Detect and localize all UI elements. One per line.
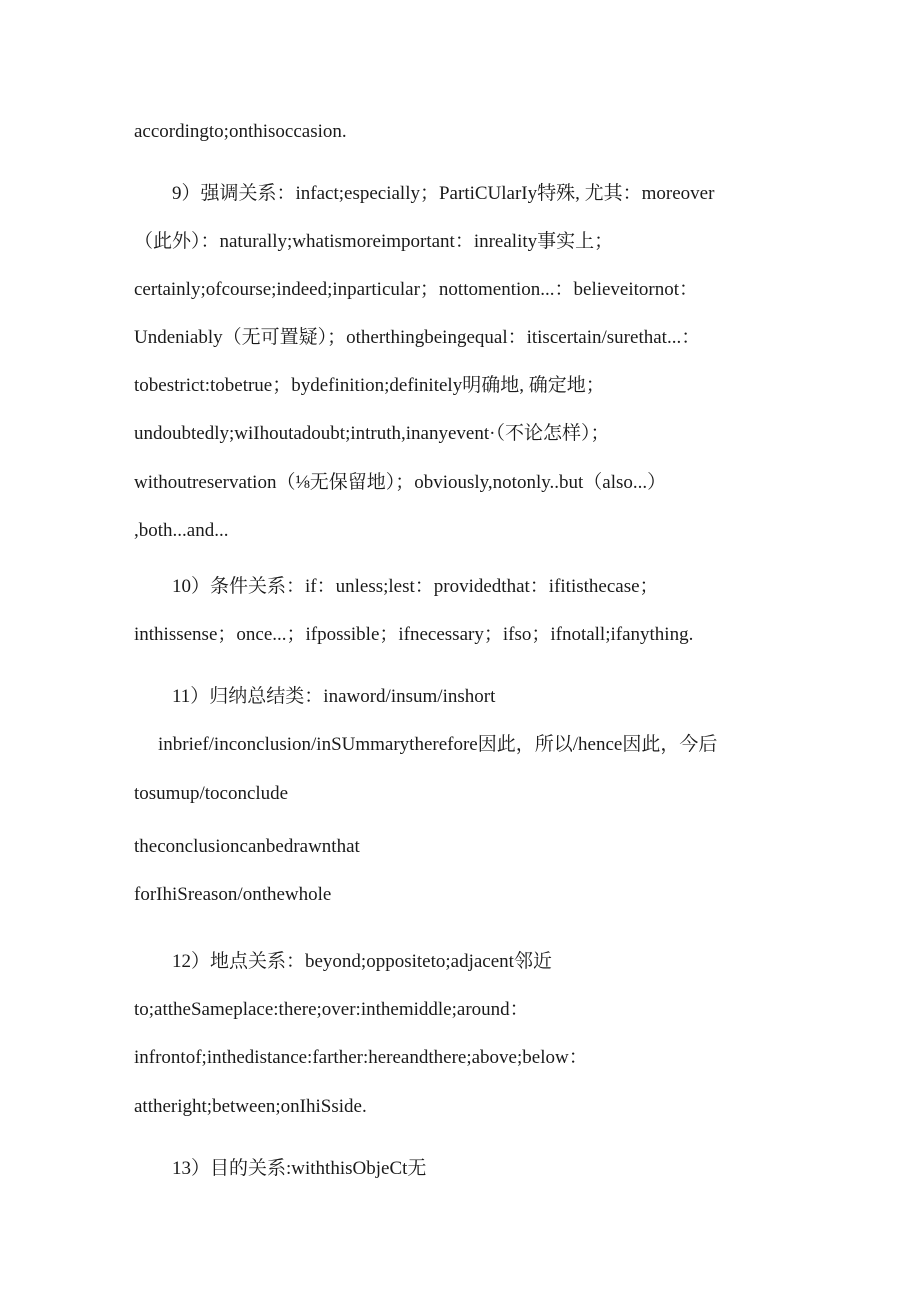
text-line: forIhiSreason/onthewhole — [134, 884, 332, 905]
text-line: Undeniably（无可置疑）；otherthingbeingequal：itiscertain/surethat...： — [134, 327, 701, 348]
text-line: （此外）：naturally;whatismoreimportant：inreality事实上； — [134, 231, 614, 252]
text-line: infrontof;inthedistance:farther:hereandthere;above;below： — [134, 1047, 588, 1068]
section-9-heading: 9）强调关系：infact;especially；PartiCUlarIy特殊, 尤其：moreover — [172, 183, 715, 204]
text-line: certainly;ofcourse;indeed;inparticular；nottomention...：believeitornot： — [134, 279, 699, 300]
section-10-heading: 10）条件关系：if：unless;lest：providedthat：ifitisthecase； — [172, 576, 659, 597]
text-line: withoutreservation（⅛无保留地）；obviously,notonly..but（also...） — [134, 472, 667, 493]
section-11-heading: 11）归纳总结类：inaword/insum/inshort — [172, 686, 496, 707]
text-line: tosumup/toconclude — [134, 783, 289, 804]
section-12-heading: 12）地点关系：beyond;oppositeto;adjacent邻近 — [172, 951, 552, 972]
text-line: to;attheSameplace:there;over:inthemiddle;around： — [134, 999, 529, 1020]
text-line: accordingto;onthisoccasion. — [134, 121, 347, 142]
text-line: tobestrict:tobetrue；bydefinition;definitely明确地, 确定地； — [134, 375, 605, 396]
section-13-heading: 13）目的关系:withthisObjeCt无 — [172, 1158, 427, 1179]
text-line: attheright;between;onIhiSside. — [134, 1096, 367, 1117]
text-line: inthissense；once...；ifpossible；ifnecessary；ifso；ifnotall;ifanything. — [134, 624, 694, 645]
text-line: ,both...and... — [134, 520, 229, 541]
text-line: undoubtedly;wiIhoutadoubt;intruth,inanyevent·（不论怎样）； — [134, 423, 610, 444]
text-line: inbrief/inconclusion/inSUmmarytherefore因此，所以/hence因此，今后 — [158, 734, 718, 755]
text-line: theconclusioncanbedrawnthat — [134, 836, 360, 857]
